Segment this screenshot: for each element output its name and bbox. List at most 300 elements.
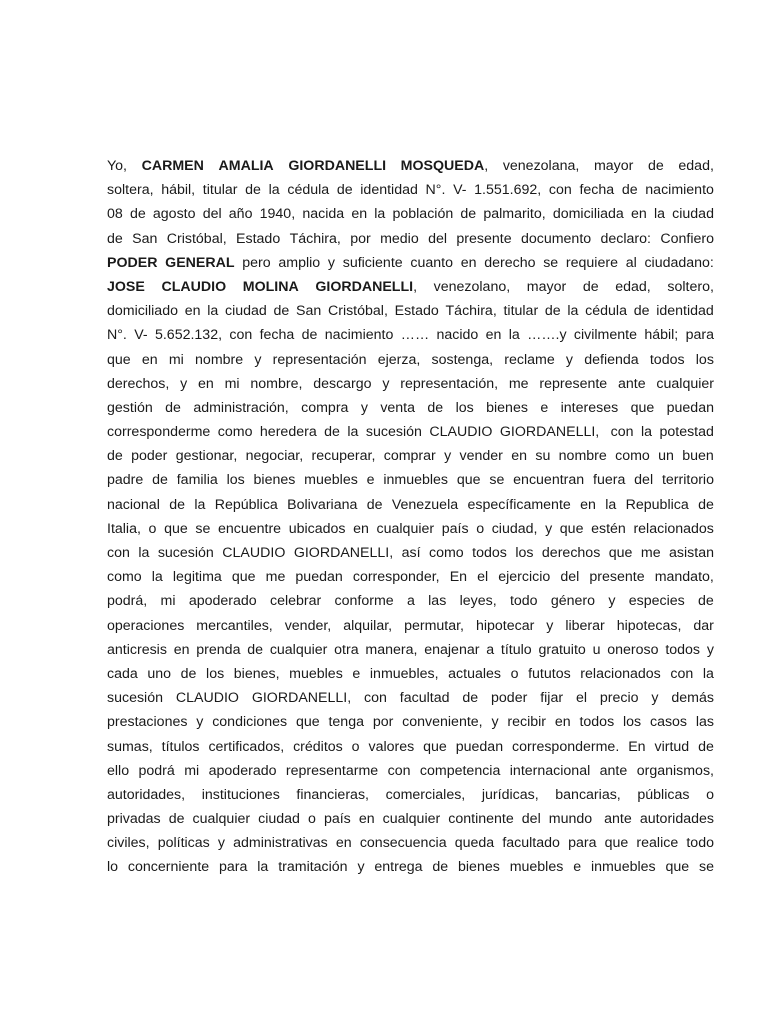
word: GIORDANELLI, [499,424,604,441]
word: mundo [548,811,597,828]
text-line [107,154,714,178]
word: presente [589,569,645,586]
word: de [460,206,477,223]
word: de [462,690,479,707]
word: de [152,472,168,489]
word: bienes [458,859,500,876]
word: …….y [527,327,567,344]
word: para [219,859,248,876]
word: soltera, [107,182,154,199]
text-line [107,227,714,251]
word: o [351,738,360,755]
word: dar [693,617,714,634]
word: que [295,714,320,731]
word: de [698,496,714,513]
word: de [129,206,146,223]
word: como [107,569,142,586]
word: …… [400,327,430,344]
word: 08 [107,206,123,223]
word: con [670,665,694,682]
word: edad, [678,158,714,174]
word: la [151,569,163,586]
word: de [336,182,353,199]
word: representarme [285,762,379,779]
word: Táchira, [445,303,497,320]
word: con [364,690,387,707]
word: Cristóbal, [166,230,227,247]
word: cualquier [192,811,251,828]
word: y [706,641,714,658]
word: venezolana, [502,158,580,174]
word: que [456,472,481,489]
word: suficiente [342,254,403,271]
word: precio [599,690,639,707]
word: de [165,399,181,416]
word: país [323,811,351,828]
word: ello [107,762,130,779]
word: instituciones [201,786,280,803]
word: consecuencia [359,835,447,852]
word: las [428,593,447,610]
word: PODER [107,254,158,271]
word: ciudad [672,206,714,223]
word: fecha [259,327,295,344]
word: Republica [625,496,689,513]
word: de [324,424,340,441]
word: V- [453,182,467,199]
word: e [352,665,361,682]
word: la [653,206,665,223]
word: que [231,569,256,586]
word: me [640,545,661,561]
word: de [582,278,599,295]
word: ubicados [288,520,346,537]
word: Bolivariana [287,496,358,513]
text-line [107,275,714,299]
word: compra [301,399,349,416]
word: nacimiento [324,327,394,344]
word: y [545,520,553,537]
word: públicas [637,786,690,803]
word: los [455,399,474,416]
word: ejerza, [377,351,421,368]
word: de [301,327,318,344]
word: Italia, [107,520,141,537]
text-line [107,420,714,444]
word: documento [520,230,592,247]
word: pero [242,254,271,271]
word: 1940, [259,206,296,223]
word: oneroso [607,641,659,658]
word: familia [176,472,218,489]
word: comprar [383,448,436,465]
word: permutar, [404,617,464,634]
word: recibir [507,714,547,731]
word: declaro: [600,230,651,247]
word: inmuebles [383,472,449,489]
word: hábil; [644,327,679,344]
word: CLAUDIO [175,690,239,707]
word: los [623,714,642,731]
word: su [535,448,551,465]
word: requiere [565,254,618,271]
word: para [568,835,597,852]
word: inmuebles, [369,665,439,682]
word: cualquier [656,375,714,392]
word: encuentran [513,472,585,489]
text-line [107,468,714,492]
word: Cristóbal, [327,303,388,320]
word: civiles, [107,835,150,852]
word: para [685,327,714,344]
word: muebles [304,472,358,489]
word: potestad [659,424,714,441]
word: la [257,859,269,876]
word: administrativas [233,835,328,852]
word: legitima [172,569,222,586]
word: fututos [528,665,571,682]
word: y [180,375,188,392]
word: concerniente [127,859,210,876]
word: la [567,303,579,320]
word: descargo [313,375,372,392]
word: de [107,230,123,247]
word: heredera [259,424,317,441]
word: queda [454,835,495,852]
word: venta [380,399,416,416]
word: muebles [509,859,564,876]
text-line [107,783,714,807]
word: mi [184,762,200,779]
word: reclame [504,351,555,368]
word: los [695,351,714,368]
word: intereses [560,399,619,416]
word: cualquier [269,641,328,658]
text-line [107,348,714,372]
word: la [268,182,280,199]
word: puedan [295,569,343,586]
word: alquilar, [343,617,393,634]
word: San [132,230,158,247]
word: del [634,472,654,489]
word: país [441,520,469,537]
text-line [107,855,714,879]
word: de [427,399,444,416]
word: ciudad, [491,520,538,537]
word: por [350,230,371,247]
word: titular [202,182,238,199]
word: podrá [138,762,175,779]
word: enajenar [424,641,480,658]
word: mi [168,351,184,368]
word: poder [491,690,528,707]
word: facultad [399,690,450,707]
word: Táchira, [289,230,341,247]
word: cédula [585,303,627,320]
word: CLAUDIO [429,424,493,441]
word: En [628,738,646,755]
word: entrega [374,859,423,876]
word: celebrar [269,593,322,610]
word: o [148,520,157,537]
word: ante [618,375,646,392]
word: V- [134,327,148,344]
word: género [550,593,596,610]
word: mi [224,375,240,392]
word: de [432,859,449,876]
word: encuentre [217,520,282,537]
word: al [625,254,637,271]
word: Estado [236,230,281,247]
word: con [548,182,572,199]
text-line [107,759,714,783]
word: así [401,545,421,561]
word: internacional [509,762,591,779]
word: bienes [253,472,296,489]
word: derechos [541,545,601,561]
word: GIORDANELLI, [251,690,352,707]
text-line [107,323,714,347]
word: financieras, [296,786,369,803]
word: nombre [558,448,607,465]
word: de [544,303,561,320]
word: en [173,641,190,658]
word: en [580,496,596,513]
word: o [476,520,485,537]
word: CLAUDIO [161,278,227,295]
word: nacimiento [645,182,714,199]
word: nacida [302,206,345,223]
word: e [540,399,549,416]
word: ciudadano: [644,254,714,271]
word: tramitación [278,859,348,876]
text-line [107,565,714,589]
word: con [610,424,634,441]
word: en [630,206,647,223]
word: casos [649,714,688,731]
word: leyes, [459,593,497,610]
word: manera, [365,641,418,658]
word: poder [131,448,168,465]
word: estén [591,520,626,537]
word: defienda [584,351,639,368]
word: sostenga, [431,351,494,368]
word: condiciones [212,714,288,731]
word: conveniente, [402,714,483,731]
word: todos [649,351,685,368]
word: mi [160,593,176,610]
word: fecha [579,182,615,199]
text-line [107,517,714,541]
word: ciudad [224,303,267,320]
word: del [202,206,222,223]
word: a [406,593,415,610]
text-line [107,444,714,468]
word: de [247,641,264,658]
word: de [698,593,714,610]
word: sucesión [365,424,422,441]
word: vender [459,448,503,465]
word: administración, [193,399,289,416]
word: corresponderme. [512,738,620,755]
word: se [489,472,505,489]
word: represente [539,375,608,392]
word: de [366,496,383,513]
word: liberar [565,617,605,634]
word: titular [503,303,539,320]
word: población [392,206,454,223]
word: sucesión [107,690,163,707]
word: de [168,811,185,828]
word: operaciones [107,617,185,634]
word: el [477,569,489,586]
word: la [374,206,386,223]
word: certificados, [208,738,285,755]
word: cédula [287,182,330,199]
word: domiciliado [107,303,178,320]
word: y [360,399,368,416]
text-line [107,735,714,759]
word: JOSE [107,278,145,295]
text-line [107,396,714,420]
word: todo [509,593,538,610]
text-line [107,831,714,855]
word: hipotecar [475,617,535,634]
word: ante [604,811,632,828]
word: en [141,351,158,368]
word: prenda [196,641,241,658]
word: del [560,569,580,586]
word: 1.551.692, [474,182,542,199]
word: con [107,545,130,561]
word: y [196,714,204,731]
word: en [511,448,528,465]
word: derechos, [107,375,170,392]
word: presente [456,230,512,247]
word: 5.652.132, [154,327,223,344]
word: del [428,230,448,247]
word: mercantiles, [196,617,273,634]
word: actuales [448,665,501,682]
word: un [658,448,674,465]
word: en [358,811,375,828]
word: políticas [157,835,210,852]
word: como [615,448,650,465]
word: lo [107,859,119,876]
word: facultado [502,835,560,852]
word: las [695,714,714,731]
text-line [107,589,714,613]
word: todos [472,545,507,561]
word: o [308,811,316,828]
word: se [699,859,714,876]
word: o [706,786,714,803]
word: especies [628,593,685,610]
word: buen [682,448,714,465]
word: título [500,641,532,658]
word: puedan [666,399,714,416]
word: palmarito, [483,206,546,223]
word: de [648,158,664,174]
word: Venezuela [391,496,459,513]
word: tenga [328,714,364,731]
word: que [630,399,655,416]
word: muebles [289,665,343,682]
text-line [107,299,714,323]
text-line [107,638,714,662]
word: comerciales, [385,786,466,803]
word: la [508,327,520,344]
word: los [226,472,245,489]
word: ejercicio [498,569,551,586]
word: agosto [152,206,196,223]
word: los [515,545,534,561]
word: y [444,448,452,465]
word: corresponderme [107,424,211,441]
word: con [229,327,253,344]
word: relacionados [633,520,714,537]
word: mayor [593,158,634,174]
word: cualquier [382,811,441,828]
text-line [107,251,714,275]
word: corresponder, [352,569,440,586]
word: domiciliada [552,206,624,223]
document-body [107,154,714,880]
word: CLAUDIO [222,545,286,561]
word: GENERAL [165,254,235,271]
word: que [665,859,690,876]
word: me [508,375,529,392]
word: otra [334,641,359,658]
word: y [651,690,659,707]
word: me [265,569,286,586]
word: se [543,254,559,271]
word: vender, [284,617,332,634]
word: del [521,811,541,828]
word: identidad [656,303,714,320]
word: N°. [425,182,446,199]
word: edad, [615,278,651,295]
word: mayor [526,278,567,295]
word: mandato, [654,569,714,586]
word: que [559,520,584,537]
word: relacionados [580,665,661,682]
word: gestionar, [175,448,238,465]
word: ante [599,762,628,779]
word: de [169,496,185,513]
word: se [195,520,211,537]
word: gratuito [538,641,586,658]
word: MOSQUEDA, [400,158,489,174]
word: hábil, [161,182,196,199]
word: anticresis [107,641,167,658]
word: puedan [455,738,504,755]
word: en [198,375,214,392]
word: la [138,545,150,561]
word: virtud [654,738,690,755]
word: en [335,835,352,852]
word: continente [448,811,514,828]
word: y [382,375,390,392]
word: prestaciones [107,714,188,731]
word: y [217,835,225,852]
word: bienes, [233,665,280,682]
text-line [107,686,714,710]
word: República [214,496,278,513]
word: como [217,424,253,441]
text-line [107,178,714,202]
word: e [366,472,375,489]
